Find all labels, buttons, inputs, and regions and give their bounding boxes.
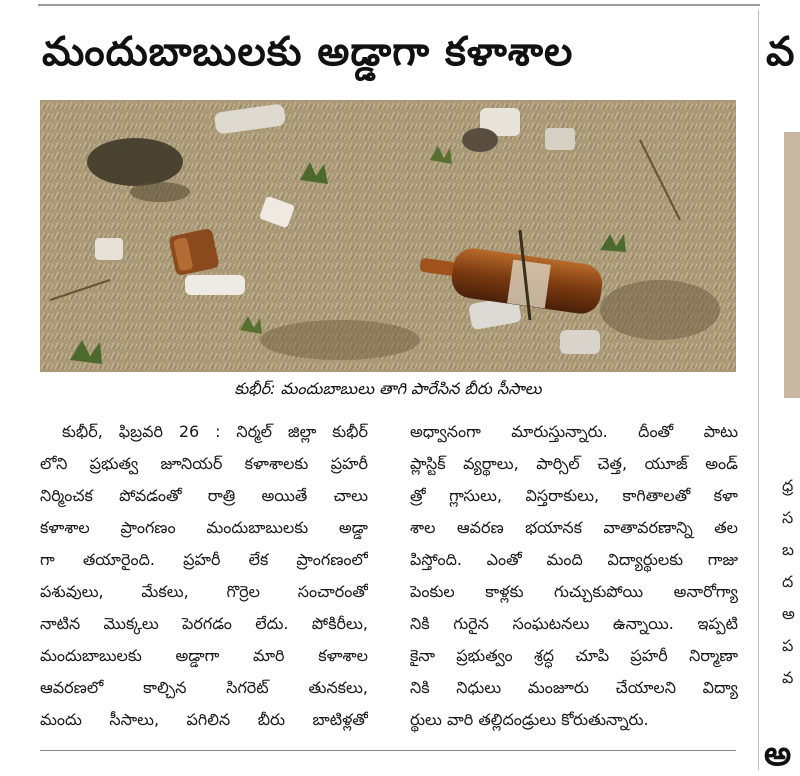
article-line: అధ్వానంగా మారుస్తున్నారు. దీంతో పాటు xyxy=(410,422,738,441)
dark-patch xyxy=(600,280,720,340)
article-line: శాల ఆవరణ భయానక వాతావరణాన్ని తల xyxy=(410,518,738,537)
adjacent-line: అ xyxy=(782,604,795,623)
adjacent-line: వ xyxy=(782,668,794,687)
article-line: నికి నిధులు మంజూరు చేయాలని విద్యా xyxy=(410,678,738,697)
adjacent-line: స xyxy=(782,508,794,527)
article-line: పిస్తోంది. ఎంతో మంది విద్యార్థులకు గాజు xyxy=(410,550,738,569)
bottom-rule xyxy=(40,750,736,751)
article-line: పశువులు, మేకలు, గొర్రెల సంచారంతో xyxy=(40,582,368,601)
article-line: ప్లాస్టిక్ వ్యర్థాలు, పార్సిల్ చెత్త, యూజ్ అండ్ xyxy=(410,454,738,473)
dark-patch xyxy=(130,182,190,202)
article-line: కైనా ప్రభుత్వం శ్రద్ధ చూపి ప్రహరీ నిర్మాణా xyxy=(410,646,738,665)
article-line: ఆవరణలో కాల్చిన సిగరెట్ తునకలు, xyxy=(40,678,368,697)
adjacent-line: ధ్ర xyxy=(782,476,794,495)
article-line: కళాశాల ప్రాంగణం మందుబాబులకు అడ్డా xyxy=(40,518,368,537)
article-column-left xyxy=(40,416,368,736)
white-debris xyxy=(185,275,245,295)
adjacent-headline-fragment: వ xyxy=(766,29,795,75)
dark-patch xyxy=(260,320,420,360)
adjacent-line: ద xyxy=(782,572,794,591)
article-line: నిర్మించక పోవడంతో రాత్రి అయితే చాలు xyxy=(40,486,368,505)
article-column-right xyxy=(410,416,738,736)
news-photo xyxy=(40,100,736,372)
top-rule xyxy=(38,4,760,6)
rock xyxy=(462,128,498,152)
adjacent-photo-fragment xyxy=(784,132,800,398)
article-line: లోని ప్రభుత్వ జూనియర్ కళాశాలకు ప్రహరీ xyxy=(40,454,368,473)
adjacent-line: ప xyxy=(782,636,794,655)
photo-illustration xyxy=(40,100,736,372)
article-line: కుభీర్, ఫిబ్రవరి 26 : నిర్మల్ జిల్లా కుభీర్ xyxy=(62,422,368,441)
article-line: మందుబాబులకు అడ్డాగా మారి కళాశాల xyxy=(40,646,368,665)
white-debris xyxy=(545,128,575,150)
photo-caption: కుభీర్‌: మందుబాబులు తాగి పారేసిన బీరు సీసాలు xyxy=(234,379,542,398)
article-line: పెంకుల కాళ్లకు గుచ్చుకుపోయి అనారోగ్యా xyxy=(410,582,738,601)
column-separator xyxy=(758,10,759,770)
white-debris xyxy=(95,238,123,260)
white-debris xyxy=(560,330,600,354)
article-line: గా తయారైంది. ప్రహరీ లేక ప్రాంగణంలో xyxy=(40,550,368,569)
article-line: ర్థులు వారి తల్లిదండ్రులు కోరుతున్నారు. xyxy=(410,710,649,729)
article-line: త్రో గ్లాసులు, విస్తరాకులు, కాగితాలతో కళా xyxy=(410,486,738,505)
adjacent-line: బ xyxy=(782,540,795,559)
article-line: మందు సీసాలు, పగిలిన బీరు బాటిళ్లతో xyxy=(40,710,368,729)
dark-patch xyxy=(87,138,183,186)
article-line: నాటిన మొక్కలు పెరగడం లేదు. పోకిరీలు, xyxy=(40,614,368,633)
headline: మందుబాబులకు అడ్డాగా కళాశాల xyxy=(42,29,574,75)
adjacent-text-fragment xyxy=(782,470,800,694)
article-line: నికి గురైన సంఘటనలు ఉన్నాయి. ఇప్పటి xyxy=(410,614,738,633)
adjacent-foot-fragment: అ xyxy=(764,734,792,774)
adjacent-article-fragment xyxy=(762,0,800,776)
